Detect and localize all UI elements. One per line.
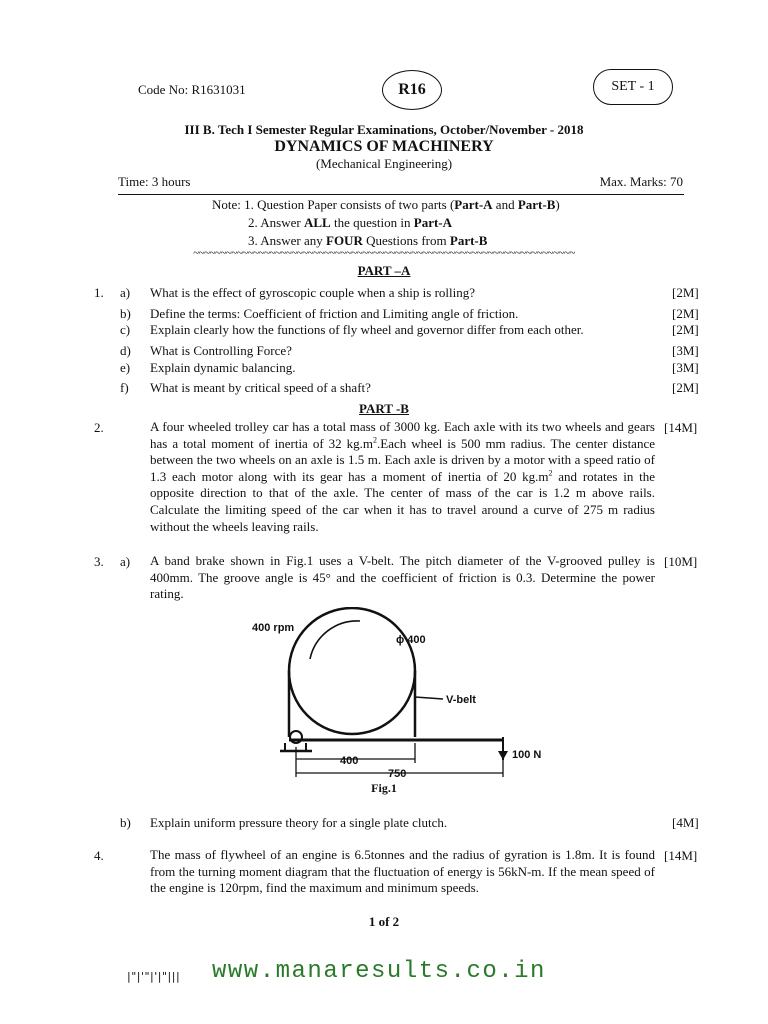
q1d-marks: [3M] — [672, 343, 699, 358]
q1b-text: Define the terms: Coefficient of friction and Limiting angle of friction. — [150, 306, 519, 321]
q1d-text: What is Controlling Force? — [150, 343, 292, 358]
q1f-marks: [2M] — [672, 380, 699, 395]
band-brake-figure — [248, 607, 558, 787]
website-url[interactable]: www.manaresults.co.in — [212, 958, 546, 985]
part-a-heading: PART –A — [357, 263, 411, 278]
vbelt-leader — [415, 697, 443, 699]
code-number: Code No: R1631031 — [138, 82, 246, 97]
q3b-text: Explain uniform pressure theory for a single plate clutch. — [150, 815, 448, 830]
q1d-label: d) — [120, 343, 131, 358]
figure-caption: Fig.1 — [371, 781, 397, 795]
note-line-2: 2. Answer ALL the question in Part-A — [248, 215, 453, 230]
q1b-marks: [2M] — [672, 306, 699, 321]
q1e-marks: [3M] — [672, 360, 699, 375]
belt-label: V-belt — [446, 694, 476, 706]
q1c-text: Explain clearly how the functions of fly wheel and governor differ from each other. — [150, 322, 584, 337]
question-number-2: 2. — [94, 420, 104, 435]
q1e-label: e) — [120, 360, 131, 375]
dimension-750-label: 750 — [388, 768, 407, 780]
header-divider — [118, 194, 684, 195]
dimension-400-label: 400 — [340, 755, 359, 767]
q1a-marks: [2M] — [672, 285, 699, 300]
barcode-text: |"|'"|'|"||| — [127, 970, 181, 983]
branch-name: (Mechanical Engineering) — [315, 156, 453, 171]
page-number: 1 of 2 — [368, 914, 400, 929]
q1c-label: c) — [120, 322, 131, 337]
question-number-1: 1. — [94, 285, 104, 300]
part-b-heading: PART -B — [359, 401, 409, 416]
q1b-label: b) — [120, 306, 131, 321]
q3b-label: b) — [120, 815, 131, 830]
q3a-marks: [10M] — [664, 554, 698, 569]
q1c-marks: [2M] — [672, 322, 699, 337]
exam-title: III B. Tech I Semester Regular Examinations, October/November - 2018 — [184, 122, 584, 137]
q2-marks: [14M] — [664, 420, 698, 435]
pulley-circle — [289, 608, 415, 734]
question-number-3: 3. — [94, 554, 104, 569]
regulation-badge: R16 — [382, 70, 442, 110]
diameter-label: ϕ 400 — [396, 634, 426, 646]
q1e-text: Explain dynamic balancing. — [150, 360, 296, 375]
q3a-label: a) — [120, 554, 131, 569]
note-line-3: 3. Answer any FOUR Questions from Part-B — [248, 233, 488, 248]
speed-label: 400 rpm — [252, 622, 295, 634]
q4-text: The mass of flywheel of an engine is 6.5tonnes and the radius of gyration is 1.8m. It is found from the turning moment diagram that the fluctuation of energy is 56kN-m. If the mean speed of the engine is 120rpm, find the maximum and minimum speeds. — [150, 847, 655, 896]
q1a-text: What is the effect of gyroscopic couple when a ship is rolling? — [150, 285, 476, 300]
exam-time: Time: 3 hours — [118, 174, 191, 189]
q4-marks: [14M] — [664, 848, 698, 863]
max-marks: Max. Marks: 70 — [599, 174, 683, 189]
set-badge: SET - 1 — [593, 69, 673, 105]
subject-title: DYNAMICS OF MACHINERY — [274, 138, 494, 155]
q3a-text: A band brake shown in Fig.1 uses a V-belt. The pitch diameter of the V-grooved pulley is 400mm. The groove angle is 45° and the coefficient of friction is 0.3. Determine the power rating. — [150, 553, 655, 602]
q3b-marks: [4M] — [672, 815, 699, 830]
instructions-note — [212, 196, 560, 250]
q2-text: A four wheeled trolley car has a total mass of 3000 kg. Each axle with its two wheels and gears has a total moment of inertia of 32 $kg.m^2.Each$ wheel is 500 mm radius. The center distance between the two wheels on an axle is 1.5 m. Each axle is driven by a motor with a speed ratio of 1.3 each motor along with its gear has a moment of inertia of 20 $kg.m^2$ and rotates in the opposite direction to that of the axle. The center of mass of the car is 1.2 m above rails. Calculate the limiting speed of the car when it has to travel around a curve of 275 m radius without the wheels leaving rails. — [150, 419, 656, 534]
force-label: 100 N — [512, 749, 542, 761]
q1f-label: f) — [120, 380, 129, 395]
note-line-1: Note: 1. Question Paper consists of two parts (Part-A and Part-B) — [212, 197, 560, 212]
tilde-separator: ~~~~~~~~~~~~~~~~~~~~~~~~~~~~~~~~~~~~~~~~~~~~~~~~~~~~~~~~~~~~~~~~~~~~~~ — [193, 247, 575, 259]
q1f-text: What is meant by critical speed of a shaft? — [150, 380, 371, 395]
q1a-label: a) — [120, 285, 131, 300]
rotation-arrow — [310, 621, 360, 659]
question-number-4: 4. — [94, 848, 104, 863]
